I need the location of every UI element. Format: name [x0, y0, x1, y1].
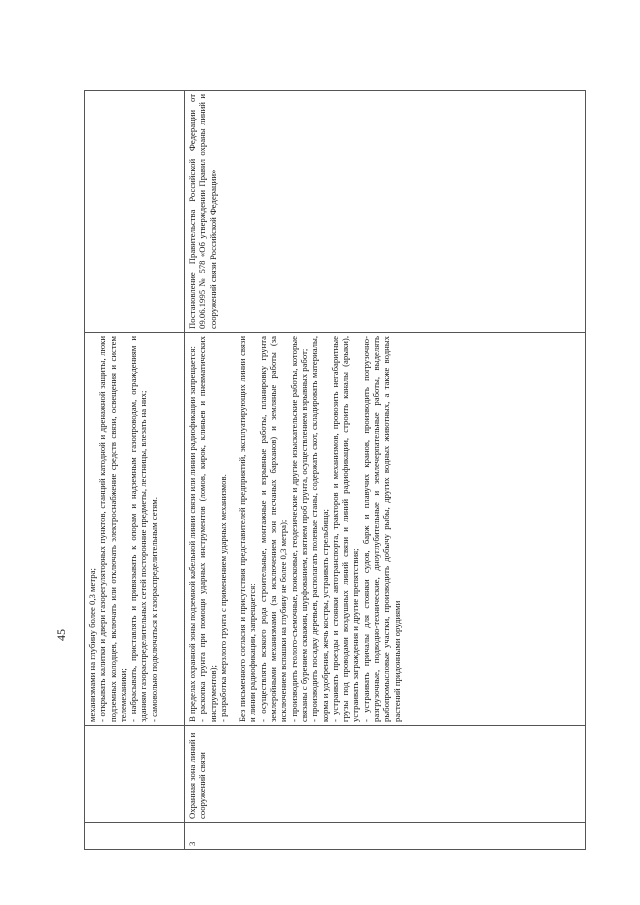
continuation-line: - самовольно подключаться к газораспределительным сетям. [148, 497, 159, 722]
rule-line: - осуществлять всякого рода строительные, монтажные и взрывные работы, планировку грунта землеройными механизмами (за исключением зон песчаных барханов) и земляные работы (за исключением вспашки на глубину не более 0,3 метра); [257, 336, 289, 722]
rotated-document-sheet [54, 90, 586, 850]
page-number: 45 [54, 629, 68, 641]
zone-name: Охранная зона линий и сооружений связи [185, 726, 586, 823]
rule-line: - разработка мерзлого грунта с применением ударных механизмов. [217, 474, 228, 722]
rule-line: - производить геолого-съемочные, поисковые, геодезические и другие изыскательские работы, которые связаны с бурением скважин, шурфованием, взятием проб грунта, осуществлением взрывных работ; [288, 336, 309, 722]
continuation-line: - открывать калитки и двери газорегуляторных пунктов, станций катодной и дренажной защиты, люки подземных колодцев, включать или отключать электроснабжение средств связи, освещения и систем телемеханики; [97, 336, 128, 722]
continuation-line: механизмами на глубину более 0,3 метра; [87, 568, 97, 722]
cell-number-empty [85, 823, 185, 850]
continuation-line: - набрасывать, приставлять и привязывать к опорам и надземным газопроводам, ограждениям и зданиям газораспределительных сетей посторонние предметы, лестницы, влезать на них; [128, 336, 149, 722]
rule-line: - раскопка грунта при помощи ударных инструментов (ломов, кирок, клиньев и пневматических инструментов); [197, 336, 218, 722]
legal-basis: Постановление Правительства Российской Федерации от 09.06.1995 № 578 «Об утверждении Правил охраны линий и сооружений связи Российской Федерации» [185, 91, 586, 333]
rule-line: - устраивать причалы для стоянки судов, барж и плавучих кранов, производить погрузочно-разгрузочные, подводно-технические, дноуглубительные и землечерпательные работы, выделять рыбопромысловые участки, производить добычу рыбы, других водных животных, а также водных растений придонными орудиями [360, 336, 402, 722]
table-row-continuation [85, 91, 185, 850]
rule-line: В пределах охранной зоны подземной кабельной линии связи или линии радиофикации запрещается: [187, 346, 197, 722]
rule-line: Без письменного согласия и присутствия представителей предприятий, эксплуатирующих линии связи и линии радиофикации, запрещается: [237, 336, 258, 722]
protection-zones-table [84, 90, 586, 850]
cell-basis-empty [85, 91, 185, 333]
rule-line: - производить посадку деревьев, располагать полевые станы, содержать скот, складировать материалы, корма и удобрения, жечь костры, устраивать стрельбища; [309, 336, 330, 722]
zone-rules [185, 333, 586, 726]
cell-continuation-rules [85, 333, 185, 726]
table-row-communication-zone [185, 91, 586, 850]
rule-line: - устраивать проезды и стоянки автотранспорта, тракторов и механизмов, провозить негабаритные грузы под проводами воздушных линий связи и линий радиофикации, строить каналы (арыки), устраивать заграждения и другие препятствия; [329, 336, 361, 722]
cell-name-empty [85, 726, 185, 823]
paragraph-gap [228, 336, 237, 722]
row-number: 3 [185, 823, 586, 850]
